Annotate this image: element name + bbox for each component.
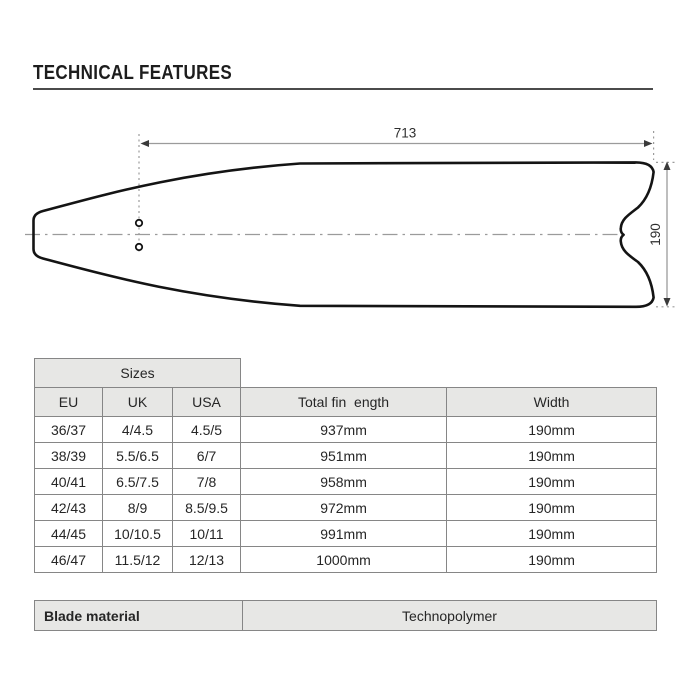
mounting-hole-top — [136, 220, 142, 226]
cell-uk: 6.5/7.5 — [103, 469, 173, 495]
sizes-group-row — [35, 359, 657, 388]
cell-width: 190mm — [447, 417, 657, 443]
cell-width: 190mm — [447, 469, 657, 495]
col-header-eu: EU — [35, 388, 103, 417]
cell-eu: 36/37 — [35, 417, 103, 443]
col-header-usa: USA — [173, 388, 241, 417]
length-dimension-label: 713 — [393, 125, 417, 141]
blade-material-row — [35, 601, 657, 631]
table-row — [35, 417, 657, 443]
cell-total-length: 937mm — [241, 417, 447, 443]
cell-width: 190mm — [447, 495, 657, 521]
arrowhead-left-icon — [141, 140, 150, 147]
col-header-total-length: Total fin ength — [241, 388, 447, 417]
arrowhead-right-icon — [644, 140, 653, 147]
col-header-uk: UK — [103, 388, 173, 417]
cell-uk: 11.5/12 — [103, 547, 173, 573]
cell-usa: 4.5/5 — [173, 417, 241, 443]
cell-eu: 44/45 — [35, 521, 103, 547]
blade-material-label: Blade material — [35, 601, 243, 631]
fin-technical-drawing — [0, 0, 700, 340]
table-row — [35, 495, 657, 521]
table-row — [35, 469, 657, 495]
sizes-group-header: Sizes — [35, 359, 241, 388]
width-dimension-label: 190 — [648, 223, 663, 246]
cell-eu: 38/39 — [35, 443, 103, 469]
cell-total-length: 991mm — [241, 521, 447, 547]
header-spacer — [241, 359, 657, 388]
cell-total-length: 972mm — [241, 495, 447, 521]
column-header-row — [35, 388, 657, 417]
cell-usa: 6/7 — [173, 443, 241, 469]
cell-width: 190mm — [447, 443, 657, 469]
cell-uk: 8/9 — [103, 495, 173, 521]
cell-usa: 10/11 — [173, 521, 241, 547]
cell-total-length: 1000mm — [241, 547, 447, 573]
col-header-width: Width — [447, 388, 657, 417]
cell-uk: 5.5/6.5 — [103, 443, 173, 469]
cell-eu: 40/41 — [35, 469, 103, 495]
blade-material-value: Technopolymer — [243, 601, 657, 631]
cell-uk: 10/10.5 — [103, 521, 173, 547]
table-row — [35, 443, 657, 469]
table-row — [35, 521, 657, 547]
cell-usa: 12/13 — [173, 547, 241, 573]
spec-table — [34, 358, 657, 573]
cell-usa: 8.5/9.5 — [173, 495, 241, 521]
cell-total-length: 951mm — [241, 443, 447, 469]
table-row — [35, 547, 657, 573]
cell-width: 190mm — [447, 547, 657, 573]
arrowhead-down-icon — [664, 298, 671, 307]
blade-material-table — [34, 600, 657, 631]
cell-total-length: 958mm — [241, 469, 447, 495]
cell-uk: 4/4.5 — [103, 417, 173, 443]
mounting-hole-bottom — [136, 244, 142, 250]
cell-usa: 7/8 — [173, 469, 241, 495]
cell-eu: 42/43 — [35, 495, 103, 521]
cell-eu: 46/47 — [35, 547, 103, 573]
arrowhead-up-icon — [664, 162, 671, 171]
cell-width: 190mm — [447, 521, 657, 547]
page-title: TECHNICAL FEATURES — [33, 62, 233, 84]
